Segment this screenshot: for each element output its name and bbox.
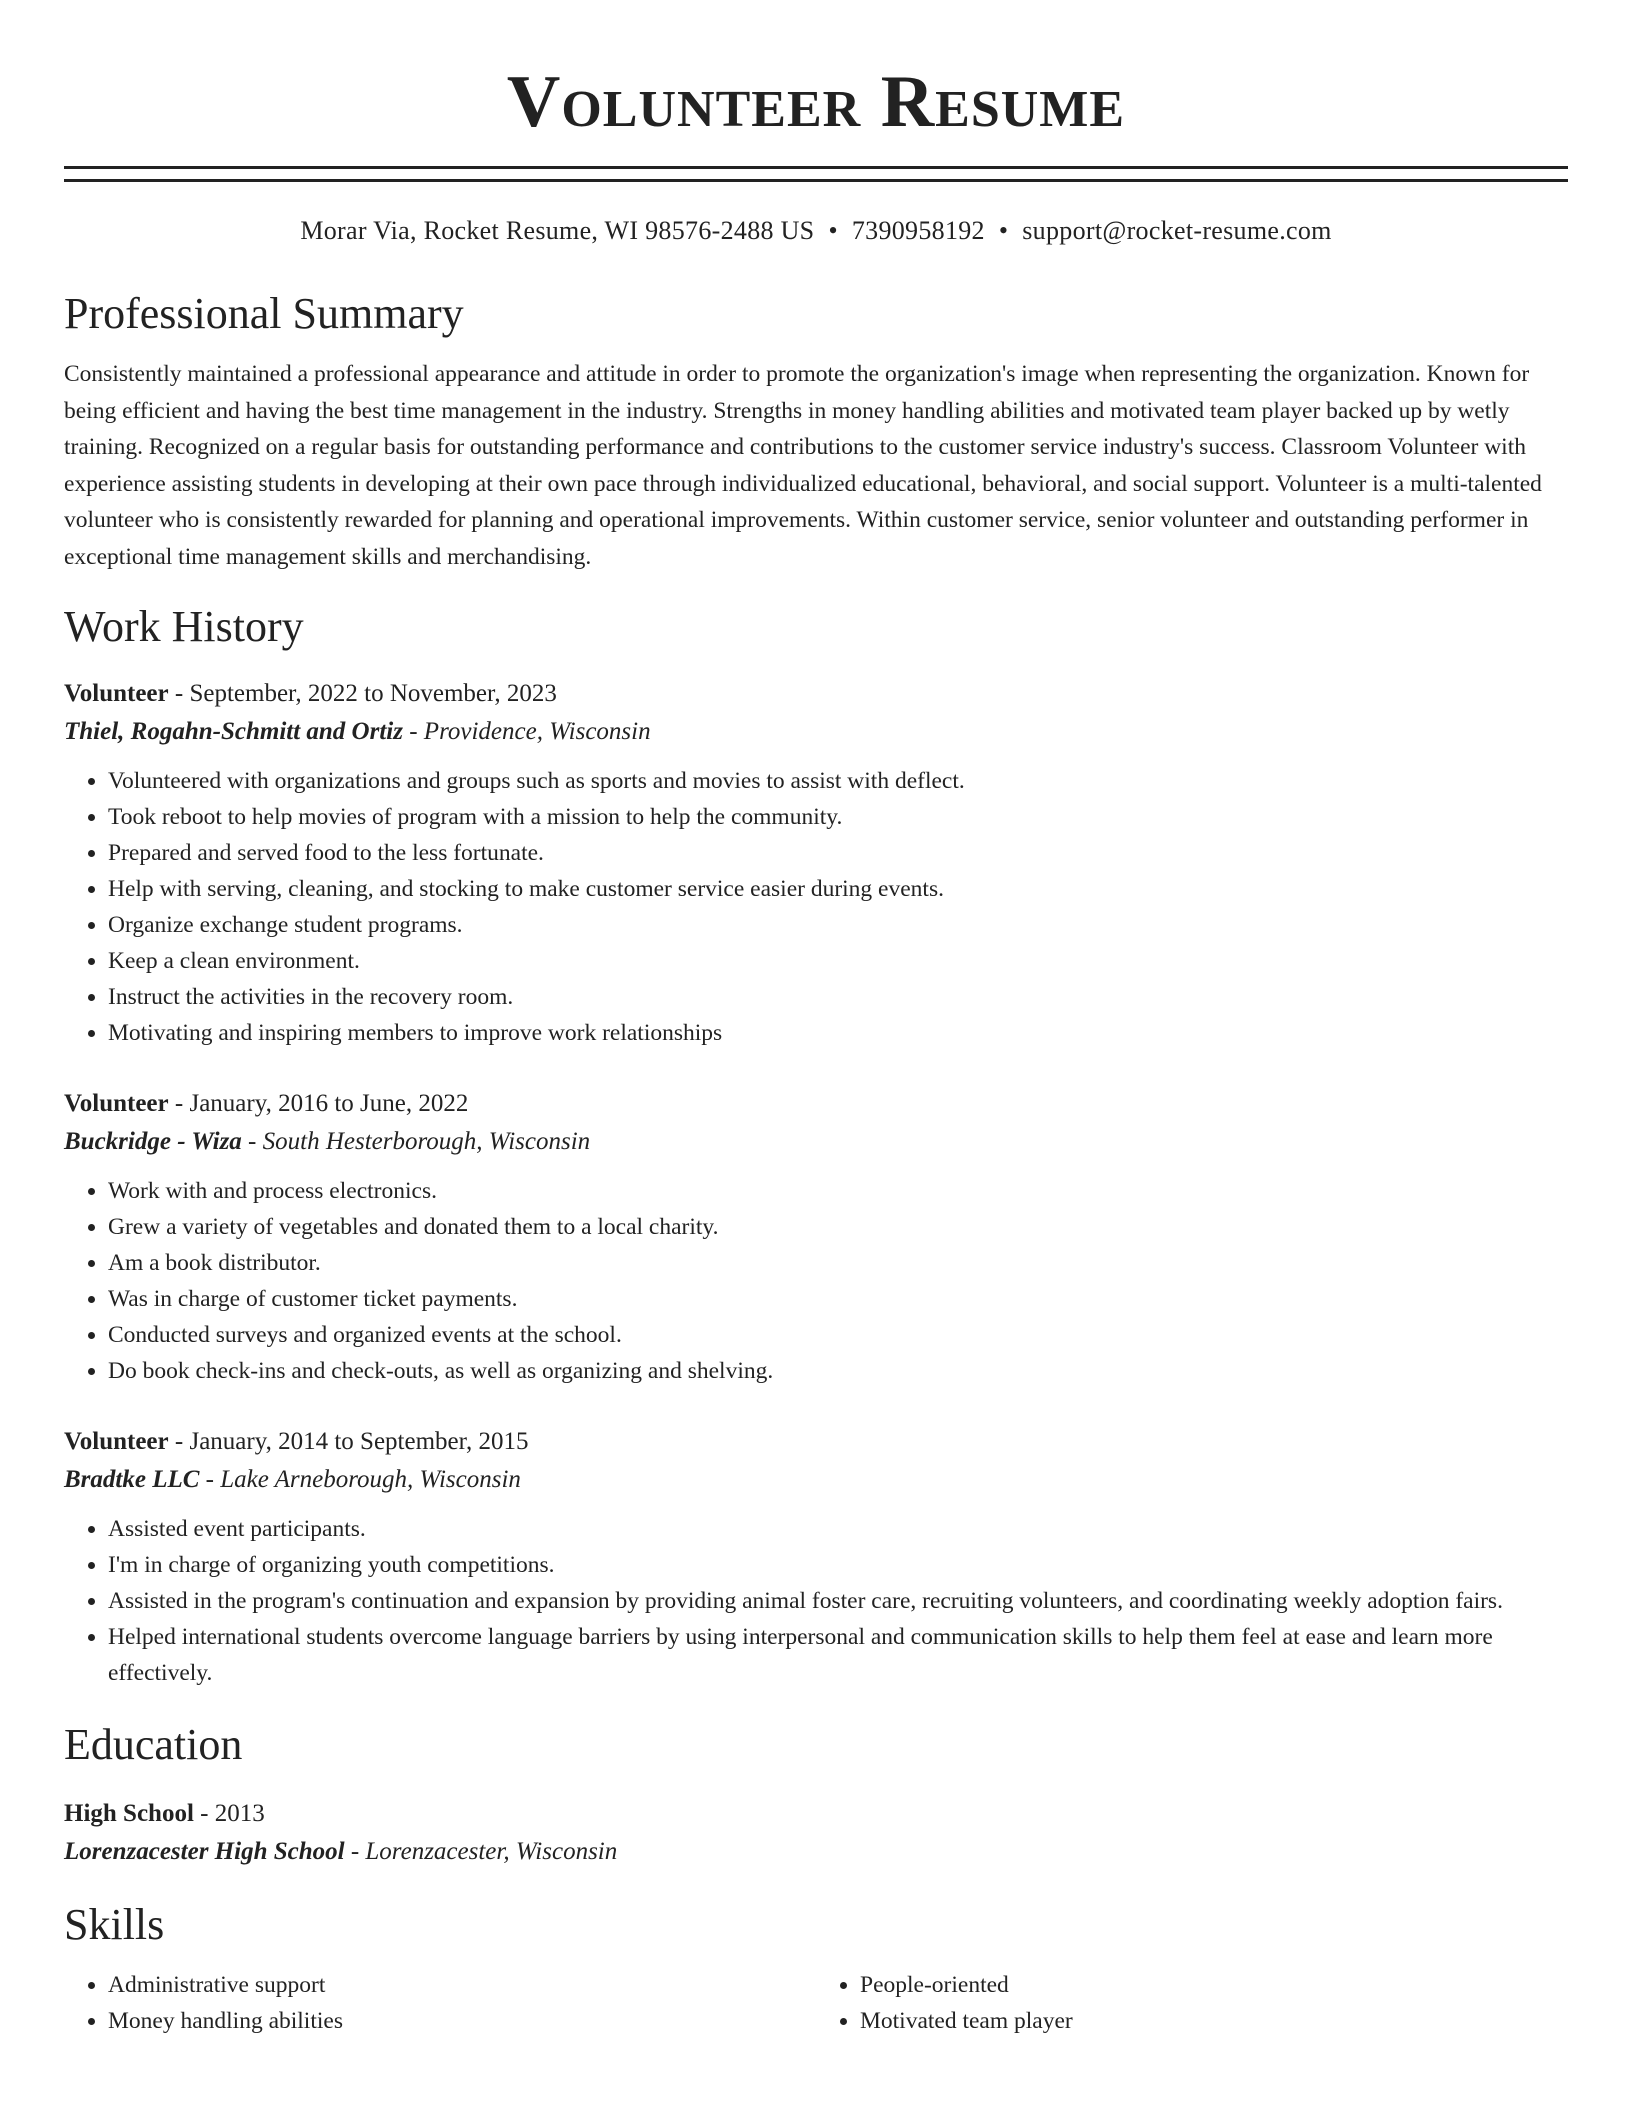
- job-bullet: • I'm in charge of organizing youth competitions.: [108, 1547, 1568, 1583]
- job-bullet: • Grew a variety of vegetables and donated them to a local charity.: [108, 1209, 1568, 1245]
- job-bullets: [64, 1511, 1568, 1691]
- education-heading: Education: [64, 1720, 243, 1769]
- job-bullet: • Conducted surveys and organized events at the school.: [108, 1317, 1568, 1353]
- job-header: [64, 675, 1568, 713]
- job-header: [64, 1085, 1568, 1123]
- job-entry: [64, 1085, 1568, 1389]
- job-bullet: • Was in charge of customer ticket payments.: [108, 1281, 1568, 1317]
- education-school: Lorenzacester High School: [64, 1838, 345, 1865]
- contact-separator: •: [828, 216, 838, 245]
- job-title: Volunteer: [64, 680, 169, 707]
- job-bullets: [64, 1173, 1568, 1389]
- job-bullet: • Work with and process electronics.: [108, 1173, 1568, 1209]
- skills-column-right: [816, 1967, 1568, 2039]
- job-company: Thiel, Rogahn-Schmitt and Ortiz: [64, 718, 403, 745]
- contact-line: [64, 214, 1568, 248]
- skills-heading: Skills: [64, 1900, 165, 1949]
- job-title: Volunteer: [64, 1090, 169, 1117]
- education-entry: [64, 1795, 1568, 1871]
- job-entry: [64, 675, 1568, 1051]
- job-bullet: • Help with serving, cleaning, and stocking to make customer service easier during events.: [108, 871, 1568, 907]
- job-bullet: • Assisted event participants.: [108, 1511, 1568, 1547]
- job-location: - South Hesterborough, Wisconsin: [241, 1128, 591, 1155]
- skills-grid: [64, 1967, 1568, 2039]
- education-location: - Lorenzacester, Wisconsin: [344, 1838, 618, 1865]
- job-employer: [64, 1461, 1568, 1499]
- education-school-line: [64, 1833, 1568, 1871]
- job-employer: [64, 1123, 1568, 1161]
- summary-section: [64, 288, 1568, 575]
- summary-heading: Professional Summary: [64, 289, 464, 338]
- contact-email: support@rocket-resume.com: [1022, 216, 1332, 245]
- education-header: [64, 1795, 1568, 1833]
- job-bullet: • Motivating and inspiring members to improve work relationships: [108, 1015, 1568, 1051]
- job-company: Buckridge - Wiza: [64, 1128, 242, 1155]
- skill-item: • People-oriented: [860, 1967, 1568, 2003]
- job-bullet: • Am a book distributor.: [108, 1245, 1568, 1281]
- job-location: - Lake Arneborough, Wisconsin: [199, 1466, 521, 1493]
- resume-title: Volunteer Resume: [506, 61, 1126, 143]
- job-entry: [64, 1423, 1568, 1691]
- skills-section: [64, 1899, 1568, 2039]
- job-dates: - January, 2014 to September, 2015: [168, 1428, 529, 1455]
- job-dates: - January, 2016 to June, 2022: [168, 1090, 469, 1117]
- skills-column-left: [64, 1967, 816, 2039]
- education-degree: High School: [64, 1800, 194, 1827]
- job-location: - Providence, Wisconsin: [402, 718, 651, 745]
- job-bullet: • Keep a clean environment.: [108, 943, 1568, 979]
- title-double-rule: [64, 166, 1568, 182]
- job-dates: - September, 2022 to November, 2023: [168, 680, 557, 707]
- contact-address: Morar Via, Rocket Resume, WI 98576-2488 US: [300, 216, 815, 245]
- skill-item: • Motivated team player: [860, 2003, 1568, 2039]
- education-year: - 2013: [193, 1800, 265, 1827]
- job-bullet: • Assisted in the program's continuation and expansion by providing animal foster care, recruiting volunteers, and coordinating weekly adoption fairs.: [108, 1583, 1568, 1619]
- job-bullet: • Volunteered with organizations and groups such as sports and movies to assist with deflect.: [108, 763, 1568, 799]
- job-header: [64, 1423, 1568, 1461]
- job-bullets: [64, 763, 1568, 1051]
- job-bullet: • Instruct the activities in the recovery room.: [108, 979, 1568, 1015]
- job-employer: [64, 713, 1568, 751]
- work-history-section: [64, 601, 1568, 1691]
- job-bullet: • Prepared and served food to the less fortunate.: [108, 835, 1568, 871]
- job-bullet: • Helped international students overcome language barriers by using interpersonal and communication skills to help them feel at ease and learn more effectively.: [108, 1619, 1568, 1691]
- skill-item: • Administrative support: [108, 1967, 816, 2003]
- work-history-heading: Work History: [64, 602, 304, 651]
- job-bullet: • Do book check-ins and check-outs, as well as organizing and shelving.: [108, 1353, 1568, 1389]
- job-bullet: • Took reboot to help movies of program with a mission to help the community.: [108, 799, 1568, 835]
- job-company: Bradtke LLC: [64, 1466, 200, 1493]
- contact-separator: •: [998, 216, 1009, 245]
- summary-text: Consistently maintained a professional appearance and attitude in order to promote the organization's image when representing the organization. Known for being efficient and having the best time management in the industry. Strengths in money handling abilities and motivated team player backed up by wetly training. Recognized on a regular basis for outstanding performance and contributions to the customer service industry's success. Classroom Volunteer with experience assisting students in developing at their own pace through individualized educational, behavioral, and social support. Volunteer is a multi-talented volunteer who is consistently rewarded for planning and operational improvements. Within customer service, senior volunteer and outstanding performer in exceptional time management skills and merchandising.: [64, 361, 1542, 570]
- education-section: [64, 1719, 1568, 1871]
- contact-phone: 7390958192: [851, 216, 985, 245]
- job-title: Volunteer: [64, 1428, 169, 1455]
- skill-item: • Money handling abilities: [108, 2003, 816, 2039]
- job-bullet: • Organize exchange student programs.: [108, 907, 1568, 943]
